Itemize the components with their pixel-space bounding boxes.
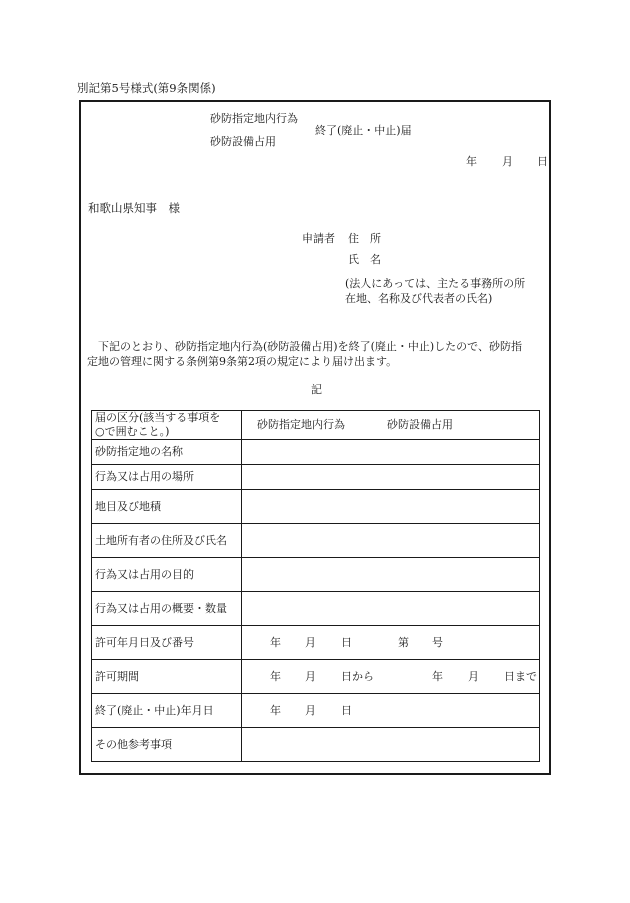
permit-month-label: 月 (305, 635, 316, 649)
land-category-label: 地目及び地積 (92, 490, 242, 524)
period-from-label: 日から (341, 669, 374, 683)
body-text-line2: 定地の管理に関する条例第9条第2項の規定により届け出ます。 (87, 355, 398, 368)
permit-period-field[interactable] (242, 660, 540, 694)
period-until-label: 日まで (504, 669, 537, 683)
land-category-field[interactable] (242, 490, 540, 524)
site-name-field[interactable] (242, 440, 540, 465)
site-name-label: 砂防指定地の名称 (92, 440, 242, 465)
date-month-label: 月 (502, 155, 513, 168)
end-date-label: 終了(廃止・中止)年月日 (92, 694, 242, 728)
end-year-label: 年 (270, 703, 281, 717)
date-year-label: 年 (466, 155, 477, 168)
category-option-occupancy[interactable]: 砂防設備占用 (387, 418, 453, 431)
summary-label: 行為又は占用の概要・数量 (92, 592, 242, 626)
table-row (92, 465, 540, 490)
corporate-note-line1: (法人にあっては、主たる事務所の所 (345, 277, 526, 290)
title-option-occupancy: 砂防設備占用 (210, 135, 276, 148)
landowner-label: 土地所有者の住所及び氏名 (92, 524, 242, 558)
corporate-note-line2: 在地、名称及び代表者の氏名) (345, 292, 493, 305)
landowner-field[interactable] (242, 524, 540, 558)
permit-dai-label: 第 (398, 635, 409, 649)
ki-heading: 記 (311, 383, 322, 396)
table-row (92, 490, 540, 524)
permit-date-field[interactable] (242, 626, 540, 660)
location-field[interactable] (242, 465, 540, 490)
category-label-line2: ○で囲むこと。) (95, 425, 170, 438)
title-option-activity: 砂防指定地内行為 (210, 112, 298, 125)
permit-day-label: 日 (341, 635, 352, 649)
table-row (92, 592, 540, 626)
end-month-label: 月 (305, 703, 316, 717)
permit-period-label: 許可期間 (92, 660, 242, 694)
body-text-line1: 下記のとおり、砂防指定地内行為(砂防設備占用)を終了(廃止・中止)したので、砂防指 (98, 340, 522, 353)
period-year-label: 年 (270, 669, 281, 683)
category-option-activity[interactable]: 砂防指定地内行為 (257, 418, 345, 431)
applicant-address-label: 住 所 (348, 232, 381, 245)
period-year2-label: 年 (432, 669, 443, 683)
purpose-label: 行為又は占用の目的 (92, 558, 242, 592)
notification-table (91, 410, 540, 762)
period-month2-label: 月 (468, 669, 479, 683)
permit-date-label: 許可年月日及び番号 (92, 626, 242, 660)
applicant-label: 申請者 (302, 232, 335, 245)
form-number-label: 別記第5号様式(第9条関係) (77, 81, 216, 95)
table-row (92, 440, 540, 465)
purpose-field[interactable] (242, 558, 540, 592)
category-options-cell[interactable] (242, 411, 540, 440)
location-label: 行為又は占用の場所 (92, 465, 242, 490)
permit-gou-label: 号 (432, 635, 443, 649)
end-day-label: 日 (341, 703, 352, 717)
addressee: 和歌山県知事 様 (88, 201, 180, 215)
category-label-cell (92, 411, 242, 440)
table-row (92, 626, 540, 660)
date-day-label: 日 (537, 155, 548, 168)
summary-field[interactable] (242, 592, 540, 626)
table-row (92, 728, 540, 762)
category-label-line1: 届の区分(該当する事項を (95, 411, 221, 424)
table-row (92, 660, 540, 694)
table-row (92, 524, 540, 558)
period-month-label: 月 (305, 669, 316, 683)
table-row (92, 411, 540, 440)
table-row (92, 558, 540, 592)
title-suffix: 終了(廃止・中止)届 (315, 124, 412, 137)
other-notes-field[interactable] (242, 728, 540, 762)
end-date-field[interactable] (242, 694, 540, 728)
applicant-name-label: 氏 名 (348, 253, 381, 266)
other-notes-label: その他参考事項 (92, 728, 242, 762)
permit-year-label: 年 (270, 635, 281, 649)
table-row (92, 694, 540, 728)
